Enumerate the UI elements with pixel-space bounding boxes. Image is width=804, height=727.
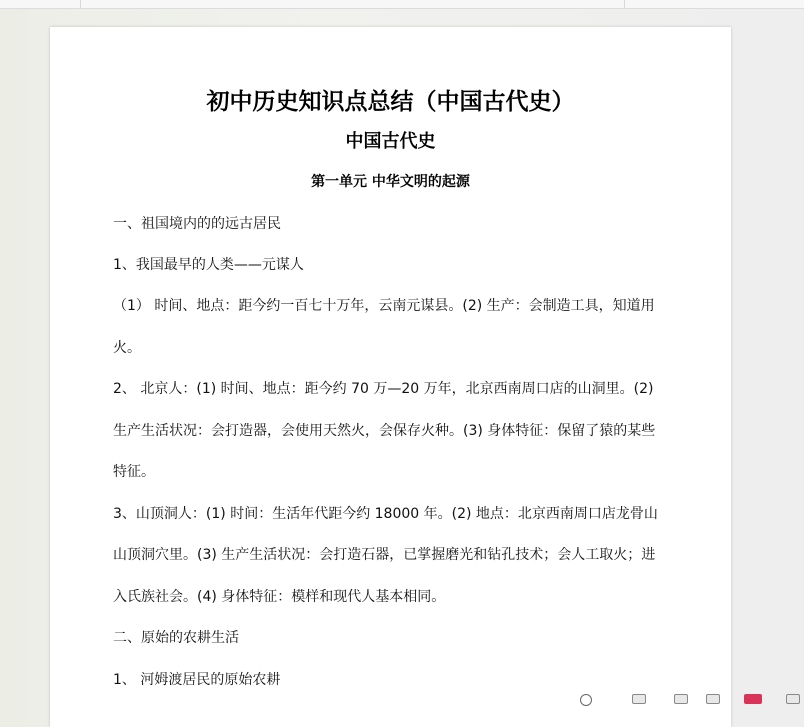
section-heading: 二、原始的农耕生活 <box>113 630 239 646</box>
view-mode-icon[interactable] <box>632 694 646 704</box>
zoom-icon[interactable] <box>580 694 592 706</box>
menu-icon[interactable] <box>786 694 800 704</box>
toolbar-divider <box>624 0 625 8</box>
grid-view-icon[interactable] <box>706 694 720 704</box>
document-title: 初中历史知识点总结（中国古代史） <box>206 89 575 115</box>
paragraph-line: （1） 时间、地点：距今约一百七十万年，云南元谋县。(2) 生产：会制造工具，知道用 <box>113 298 655 314</box>
paragraph-line: 火。 <box>113 340 141 356</box>
page-view-icon[interactable] <box>674 694 688 704</box>
section-heading: 一、祖国境内的的远古居民 <box>113 216 281 232</box>
paragraph-line: 1、 河姆渡居民的原始农耕 <box>113 672 281 688</box>
document-page[interactable] <box>50 27 731 727</box>
paragraph-line: 2、 北京人：(1) 时间、地点：距今约 70 万—20 万年，北京西南周口店的山洞里。(2) <box>113 381 654 397</box>
paragraph-line: 1、我国最早的人类——元谋人 <box>113 257 304 273</box>
document-subtitle: 中国古代史 <box>345 131 436 152</box>
toolbar-divider <box>80 0 81 8</box>
app-badge-icon[interactable] <box>744 694 762 704</box>
paragraph-line: 特征。 <box>113 464 155 480</box>
unit-heading: 第一单元 中华文明的起源 <box>311 174 470 190</box>
toolbar-strip <box>0 0 804 9</box>
paragraph-line: 入氏族社会。(4) 身体特征：模样和现代人基本相同。 <box>113 589 446 605</box>
status-bar <box>0 693 804 704</box>
paragraph-line: 生产生活状况：会打造器，会使用天然火，会保存火种。(3) 身体特征：保留了猿的某些 <box>113 423 656 439</box>
paragraph-line: 3、山顶洞人：(1) 时间：生活年代距今约 18000 年。(2) 地点：北京西南周口店龙骨山 <box>113 506 658 522</box>
paragraph-line: 山顶洞穴里。(3) 生产生活状况：会打造石器，已掌握磨光和钻孔技术；会人工取火；进 <box>113 547 656 563</box>
